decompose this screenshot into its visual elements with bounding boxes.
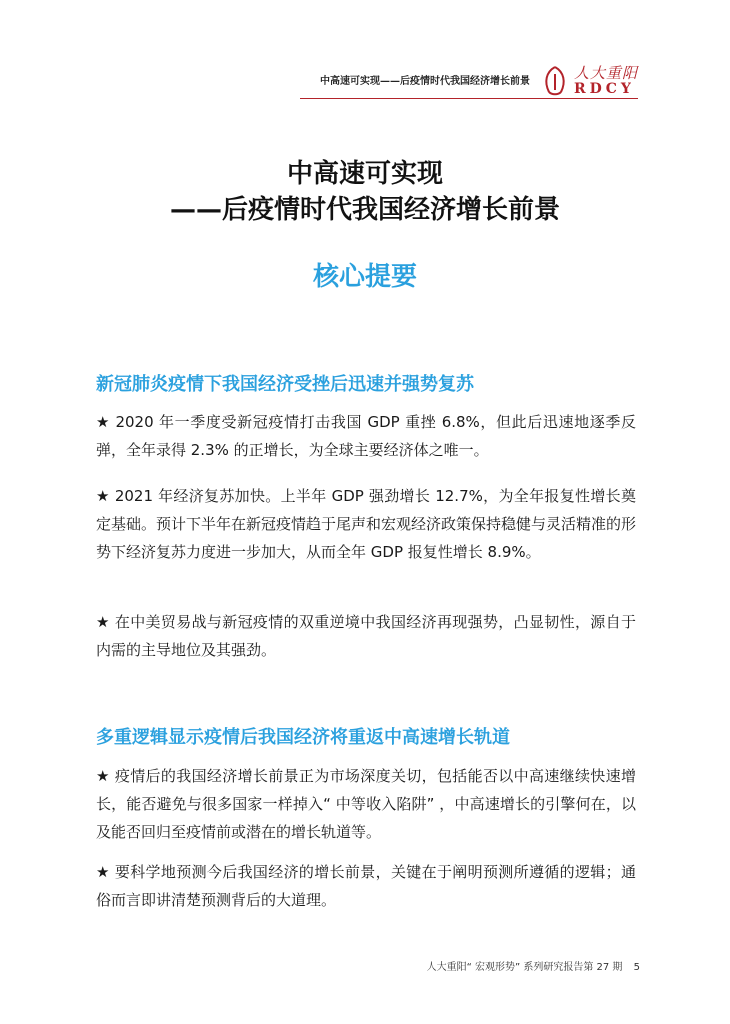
logo-chinese-text: 人大重阳 xyxy=(574,64,639,82)
logo-english-text: RDCY xyxy=(574,81,635,97)
page-number: 5 xyxy=(633,962,640,973)
core-summary-heading: 核心提要 xyxy=(312,262,417,292)
paragraph-1-1: ★ 2020 年一季度受新冠疫情打击我国 GDP 重挫 6.8%，但此后迅速地逐季反弹，全年录得 2.3% 的正增长，为全球主要经济体之唯一。 xyxy=(96,413,636,459)
page-title-line1: 中高速可实现 xyxy=(286,159,443,189)
running-header-title: 中高速可实现——后疫情时代我国经济增长前景 xyxy=(320,76,530,87)
paragraph-2-2: ★ 要科学地预测今后我国经济的增长前景，关键在于阐明预测所遵循的逻辑；通俗而言即讲清楚预测背后的大道理。 xyxy=(96,863,636,909)
section-heading-1: 新冠肺炎疫情下我国经济受挫后迅速并强势复苏 xyxy=(96,374,474,395)
page-title-line2: ——后疫情时代我国经济增长前景 xyxy=(169,195,560,225)
footer-series-title: 人大重阳“ 宏观形势” 系列研究报告第 27 期 xyxy=(426,962,623,973)
seal-icon xyxy=(540,64,570,98)
rdcy-logo xyxy=(540,62,640,102)
paragraph-1-3: ★ 在中美贸易战与新冠疫情的双重逆境中我国经济再现强势，凸显韧性，源自于内需的主导地位及其强劲。 xyxy=(96,613,636,659)
page-footer xyxy=(400,958,640,973)
header-divider xyxy=(300,98,638,99)
paragraph-1-2: ★ 2021 年经济复苏加快。上半年 GDP 强劲增长 12.7%，为全年报复性增长奠定基础。预计下半年在新冠疫情趋于尾声和宏观经济政策保持稳健与灵活精准的形势下经济复苏力度进一步加大，从而全年 GDP 报复性增长 8.9%。 xyxy=(96,487,637,561)
paragraph-2-1: ★ 疫情后的我国经济增长前景正为市场深度关切，包括能否以中高速继续快速增长，能否避免与很多国家一样掉入“ 中等收入陷阱” ，中高速增长的引擎何在，以及能否回归至疫情前或潜在的增长轨道等。 xyxy=(96,767,636,841)
section-heading-2: 多重逻辑显示疫情后我国经济将重返中高速增长轨道 xyxy=(96,727,510,748)
